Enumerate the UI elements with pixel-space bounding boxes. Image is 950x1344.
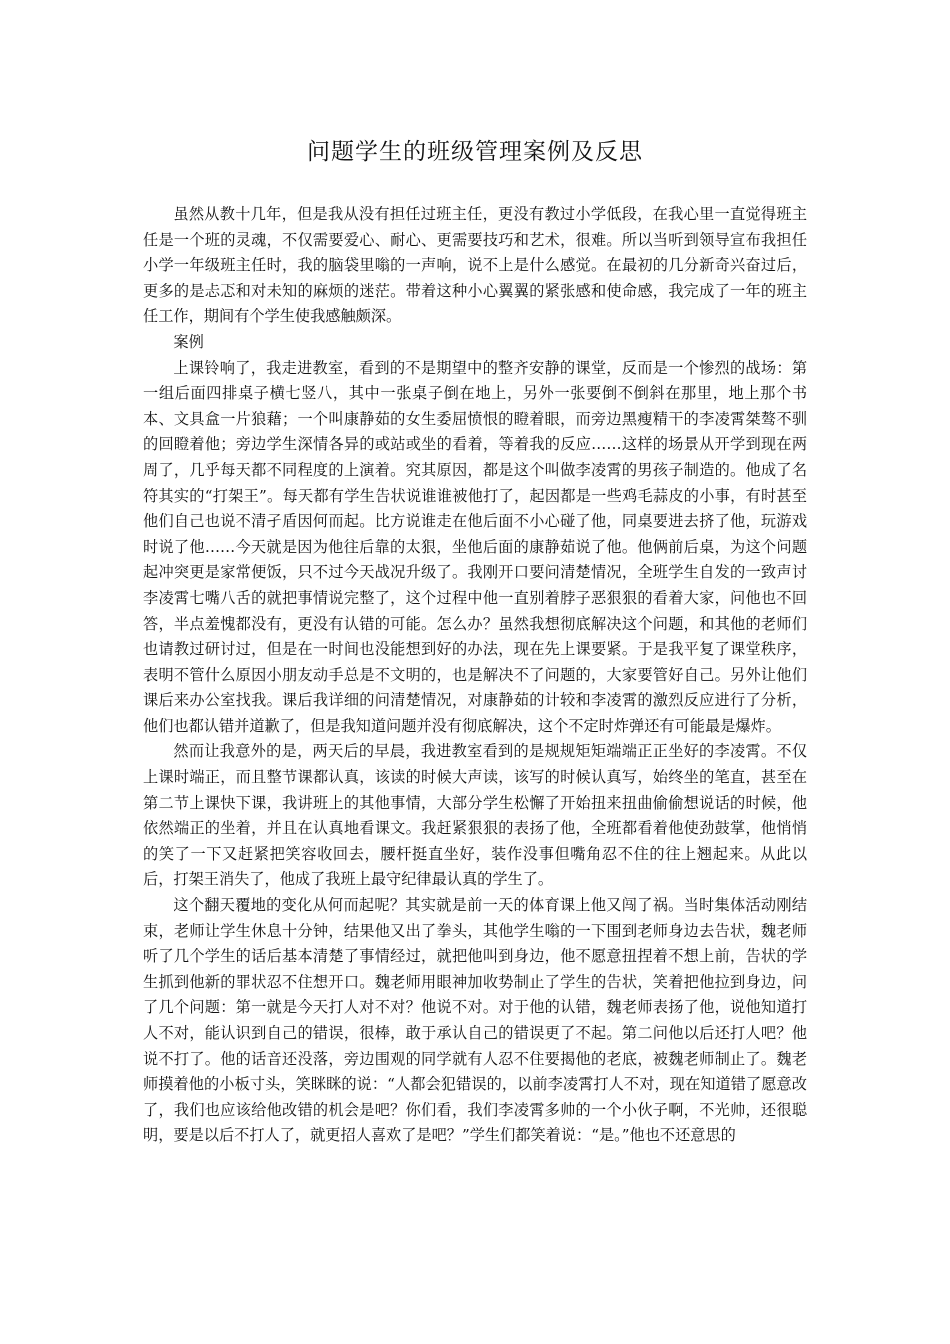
- paragraph-case-heading: 案例: [173, 332, 204, 351]
- paragraph-reason: 这个翻天覆地的变化从何而起呢？其实就是前一天的体育课上他又闯了祸。当时集体活动刚结束，老师让学生休息十分钟，结果他又出了拳头，其他学生嗡的一下围到老师身边去告状，魏老师听了几个学生的话后基本清楚了事情经过，就把他叫到身边，他不愿意扭捏着不想上前，告状的学生抓到他新的罪状忍不住想开口。魏老师用眼神加收势制止了学生的告状，笑着把他拉到身边，问了几个问题：第一就是今天打人对不对？他说不对。对于他的认错，魏老师表扬了他，说他知道打人不对，能认识到自己的错误，很棒，敢于承认自己的错误更了不起。第二问他以后还打人吧？他说不打了。他的话音还没落，旁边围观的同学就有人忍不住要揭他的老底，被魏老师制止了。魏老师摸着他的小板寸头，笑眯眯的说：“人都会犯错误的，以前李凌霄打人不对，现在知道错了愿意改了，我们也应该给他改错的机会是吧？你们看，我们李凌霄多帅的一个小伙子啊，不光帅，还很聪明，要是以后不打人了，就更招人喜欢了是吧？”学生们都笑着说：“是。”他也不还意思的: [143, 896, 807, 1145]
- paragraph-change: 然而让我意外的是，两天后的早晨，我进教室看到的是规规矩矩端端正正坐好的李凌霄。不仅上课时端正，而且整节课都认真，该读的时候大声读，该写的时候认真写，始终坐的笔直，甚至在第二节上课快下课，我讲班上的其他事情，大部分学生松懈了开始扭来扭曲偷偷想说话的时候，他依然端正的坐着，并且在认真地看课文。我赶紧狠狠的表扬了他，全班都看着他使劲鼓掌，他悄悄的笑了一下又赶紧把笑容收回去，腰杆挺直坐好，装作没事但嘴角忍不住的往上翘起来。从此以后，打架王消失了，他成了我班上最守纪律最认真的学生了。: [143, 742, 807, 889]
- paragraph-case-story: 上课铃响了，我走进教室，看到的不是期望中的整齐安静的课堂，反而是一个惨烈的战场：第一组后面四排桌子横七竖八，其中一张桌子倒在地上，另外一张要倒不倒斜在那里，地上那个书本、文具盒一片狼藉；一个叫康静茹的女生委屈愤恨的瞪着眼，而旁边黑瘦精干的李凌霄桀骜不驯的回瞪着他；旁边学生深情各异的或站或坐的看着，等着我的反应……这样的场景从开学到现在两周了，几乎每天都不同程度的上演着。究其原因，都是这个叫做李凌霄的男孩子制造的。他成了名符其实的“打架王”。每天都有学生告状说谁谁被他打了，起因都是一些鸡毛蒜皮的小事，有时甚至他们自己也说不清孑盾因何而起。比方说谁走在他后面不小心碰了他，同桌要进去挤了他，玩游戏时说了他……今天就是因为他往后靠的太狠，坐他后面的康静茹说了他。他俩前后桌，为这个问题起冲突更是家常便饭，只不过今天战况升级了。我刚开口要问清楚情况，全班学生自发的一致声讨李凌霄七嘴八舌的就把事情说完整了，这个过程中他一直别着脖子恶狠狠的看着大家，问他也不回答，半点羞愧都没有，更没有认错的可能。怎么办？虽然我想彻底解决这个问题，和其他的老师们也请教过研讨过，但是在一时间也没能想到好的办法，现在先上课要紧。于是我平复了课堂秩序，表明不管什么原因小朋友动手总是不文明的，也是解决不了问题的，大家要管好自己。另外让他们课后来办公室找我。课后我详细的问清楚情况，对康静茹的计较和李凌霄的激烈反应进行了分析，他们也都认错并道歉了，但是我知道问题并没有彻底解决，这个不定时炸弹还有可能最是爆炸。: [143, 358, 807, 735]
- paragraph-intro: 虽然从教十几年，但是我从没有担任过班主任，更没有教过小学低段，在我心里一直觉得班主任是一个班的灵魂，不仅需要爱心、耐心、更需要技巧和艺术，很难。所以当听到领导宣布我担任小学一年级班主任时，我的脑袋里嗡的一声响，说不上是什么感觉。在最初的几分新奇兴奋过后，更多的是忐忑和对未知的麻烦的迷茫。带着这种小心翼翼的紧张感和使命感，我完成了一年的班主任工作，期间有个学生使我感触颇深。: [143, 205, 807, 326]
- document-body: [143, 202, 807, 1149]
- document-title: 问题学生的班级管理案例及反思: [307, 139, 643, 165]
